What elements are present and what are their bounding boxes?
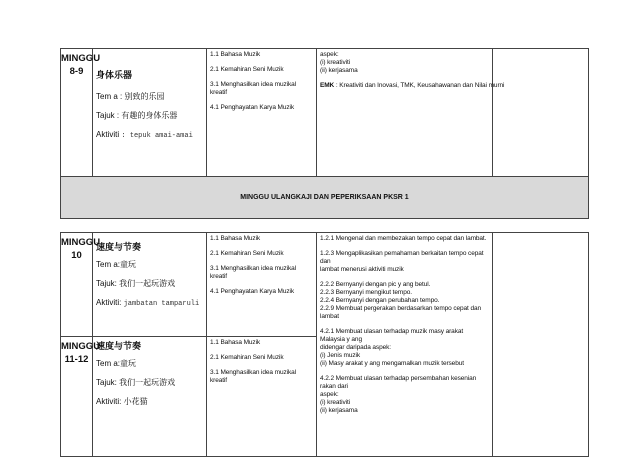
table-row [61, 49, 589, 177]
topic-cell [93, 337, 207, 457]
sp-line: didengar daripada aspek: [320, 344, 391, 351]
aktiviti-label: Aktiviti: [96, 397, 122, 406]
week-cell [61, 337, 101, 457]
topic-heading: 速度与节奏 [96, 341, 142, 351]
sp-line: (i) kreativiti [320, 399, 351, 406]
week-cell [61, 233, 101, 337]
aktiviti-label: Aktiviti: [96, 298, 122, 307]
standard-cell [207, 337, 317, 457]
sk-item: 2.1 Kemahiran Seni Muzik [210, 354, 284, 361]
aktiviti-label: Aktiviti [96, 130, 120, 139]
tajuk-text: Tajuk: 我们一起玩游戏 [96, 279, 176, 288]
table-row [61, 233, 589, 337]
topic-heading: 身体乐器 [96, 70, 133, 80]
sp-line: 2.2.3 Bernyanyi mengikut tempo. [320, 289, 412, 296]
topic-cell [93, 233, 207, 337]
aktiviti-value: 小花猫 [123, 397, 148, 406]
sp-line: 1.2.3 Mengaplikasikan pemahaman berkaitan tempo cepat dan [320, 250, 484, 265]
topic-heading: 速度与节奏 [96, 242, 142, 252]
week-number: 10 [71, 250, 82, 261]
sk-item: 4.1 Penghayatan Karya Muzik [210, 104, 295, 111]
tajuk-text: Tajuk : 有趣的身体乐器 [96, 111, 178, 120]
exam-banner: MINGGU ULANGKAJI DAN PEPERIKSAAN PKSR 1 [61, 177, 589, 219]
lesson-table-1 [60, 48, 589, 219]
sk-item: 3.1 Menghasilkan idea muzikal kreatif [210, 265, 296, 280]
sp-line: (i) Jenis muzik [320, 352, 361, 359]
tema-text: Tem a : 别致的乐园 [96, 92, 165, 101]
sp-line: 2.2.4 Bernyanyi dengan perubahan tempo. [320, 297, 440, 304]
standard-cell [207, 49, 317, 177]
sp-line: lambat menerusi aktiviti muzik [320, 266, 404, 273]
tema-text: Tem a:童玩 [96, 260, 137, 269]
standard-cell [207, 233, 317, 337]
sp-item: (ii) kerjasama [320, 67, 358, 74]
sk-item: 2.1 Kemahiran Seni Muzik [210, 66, 284, 73]
sk-item: 1.1 Bahasa Muzik [210, 235, 261, 242]
sk-item: 4.1 Penghayatan Karya Muzik [210, 288, 295, 295]
week-number: 8-9 [69, 66, 84, 77]
emk-text: : Kreativiti dan Inovasi, TMK, Keusahawanan dan Nilai murni [335, 82, 505, 89]
aktiviti-text [96, 298, 202, 309]
week-label: MINGGU [61, 341, 101, 352]
sp-line: 4.2.2 Membuat ulasan terhadap persembahan kesenian rakan dari [320, 375, 477, 390]
sk-item: 2.1 Kemahiran Seni Muzik [210, 250, 284, 257]
sp-line: (ii) Masy arakat y ang mengamalkan muzik tersebut [320, 360, 464, 367]
sp-line: aspek: [320, 391, 339, 398]
sp-line: 4.2.1 Membuat ulasan terhadap muzik masy arakat Malaysia y ang [320, 328, 464, 343]
week-number: 11-12 [64, 354, 89, 365]
lesson-table-2 [60, 232, 589, 457]
sp-line: 1.2.1 Mengenal dan membezakan tempo cepat dan lambat. [320, 235, 487, 242]
sk-item: 3.1 Menghasilkan idea muzikal kreatif [210, 369, 296, 384]
sp-line: 2.2.2 Bernyanyi dengan pic y ang betul. [320, 281, 431, 288]
sk-item: 1.1 Bahasa Muzik [210, 339, 261, 346]
aktiviti-value: jambatan tamparuli [123, 300, 200, 308]
learning-standard-cell [317, 233, 493, 457]
topic-cell [93, 49, 207, 177]
sp-line: 2.2.9 Membuat pergerakan berdasarkan tempo cepat dan lambat [320, 305, 482, 320]
week-cell [61, 49, 101, 177]
emk-label: EMK [320, 82, 335, 89]
learning-standard-cell [317, 49, 505, 177]
sk-item: 3.1 Menghasilkan idea muzikal kreatif [210, 81, 296, 96]
tajuk-text: Tajuk: 我们一起玩游戏 [96, 378, 176, 387]
sp-aspek: aspek: [320, 51, 339, 58]
sk-item: 1.1 Bahasa Muzik [210, 51, 261, 58]
sp-item: (i) kreativiti [320, 59, 351, 66]
week-label: MINGGU [61, 53, 101, 64]
sp-line: (ii) kerjasama [320, 407, 358, 414]
notes-cell [493, 233, 589, 457]
notes-cell [493, 49, 589, 177]
aktiviti-text [96, 130, 202, 141]
emk-line [320, 82, 505, 90]
banner-row [61, 177, 589, 219]
aktiviti-text [96, 397, 202, 407]
week-label: MINGGU [61, 237, 101, 248]
aktiviti-value: : tepuk amai-amai [121, 132, 193, 140]
tema-text: Tem a:童玩 [96, 359, 137, 368]
